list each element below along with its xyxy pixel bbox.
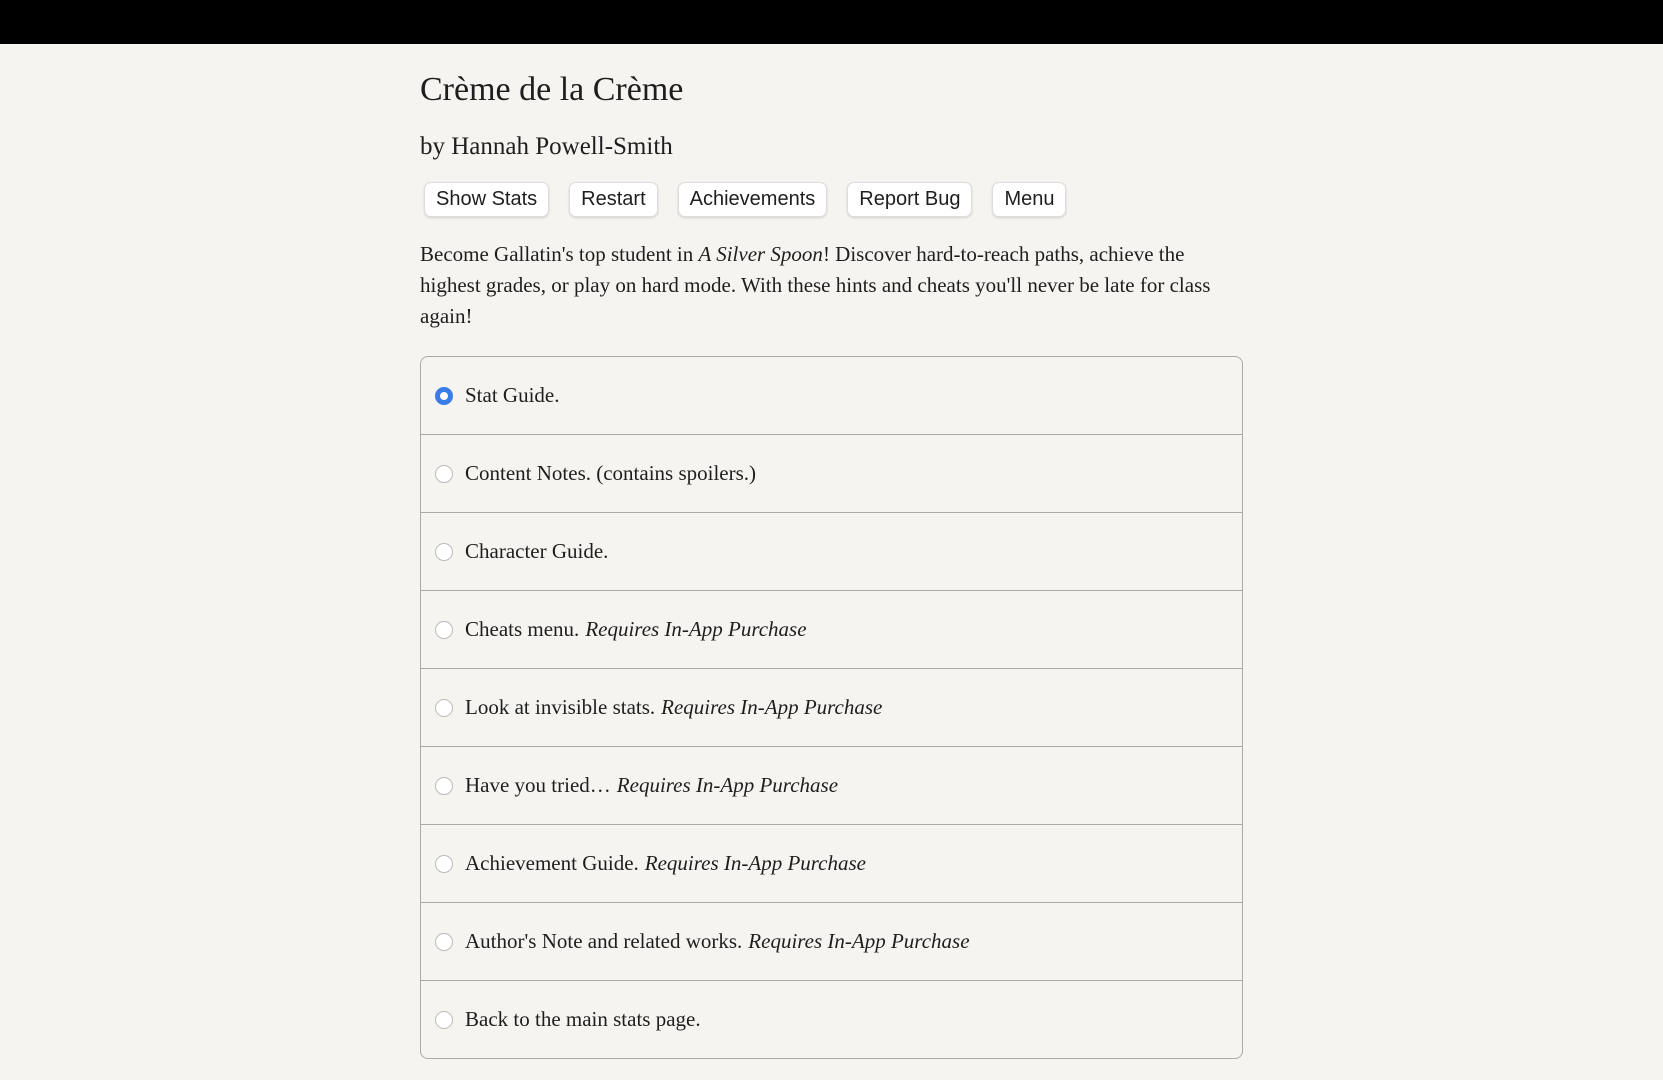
purchase-note: Requires In-App Purchase xyxy=(748,929,970,953)
radio-button[interactable] xyxy=(435,933,453,951)
purchase-note: Requires In-App Purchase xyxy=(661,695,883,719)
choice-option[interactable] xyxy=(421,512,1242,590)
restart-button[interactable]: Restart xyxy=(569,182,657,217)
game-title: Crème de la Crème xyxy=(420,71,684,108)
show-stats-button[interactable]: Show Stats xyxy=(424,182,549,217)
radio-button[interactable] xyxy=(435,387,453,405)
choice-label: Have you tried… xyxy=(465,773,611,797)
choice-label: Content Notes. (contains spoilers.) xyxy=(465,461,757,485)
radio-button[interactable] xyxy=(435,1011,453,1029)
radio-button[interactable] xyxy=(435,699,453,717)
radio-button[interactable] xyxy=(435,543,453,561)
intro-book-title: A Silver Spoon xyxy=(698,242,823,266)
purchase-note: Requires In-App Purchase xyxy=(585,617,807,641)
choice-option[interactable] xyxy=(421,980,1242,1058)
choice-list xyxy=(420,356,1243,1059)
choice-label: Character Guide. xyxy=(465,539,609,563)
choice-option[interactable] xyxy=(421,824,1242,902)
choice-option[interactable] xyxy=(421,746,1242,824)
choice-label: Author's Note and related works. xyxy=(465,929,743,953)
intro-text-start: Become Gallatin's top student in xyxy=(420,242,699,266)
choice-label: Achievement Guide. xyxy=(465,851,639,875)
choice-option[interactable] xyxy=(421,668,1242,746)
radio-button[interactable] xyxy=(435,777,453,795)
radio-button[interactable] xyxy=(435,465,453,483)
report-bug-button[interactable]: Report Bug xyxy=(847,182,972,217)
purchase-note: Requires In-App Purchase xyxy=(616,773,839,797)
achievements-button[interactable]: Achievements xyxy=(678,182,828,217)
choice-option[interactable] xyxy=(421,590,1242,668)
choice-label: Look at invisible stats. xyxy=(465,695,656,719)
intro-text-end: ! Discover hard-to-reach paths, achieve the highest grades, or play on hard mode. With these hints and cheats you'll never be late for class again! xyxy=(420,242,1211,328)
game-content xyxy=(420,68,1243,1059)
radio-button[interactable] xyxy=(435,855,453,873)
choice-option[interactable] xyxy=(421,902,1242,980)
choice-label: Stat Guide. xyxy=(465,383,560,407)
purchase-note: Requires In-App Purchase xyxy=(644,851,866,875)
top-bar xyxy=(0,0,1663,44)
choice-option[interactable] xyxy=(421,434,1242,512)
choice-label: Back to the main stats page. xyxy=(465,1007,701,1031)
author-byline: by Hannah Powell-Smith xyxy=(420,133,673,160)
toolbar xyxy=(424,182,1243,217)
choice-label: Cheats menu. xyxy=(465,617,580,641)
intro-text xyxy=(420,239,1243,332)
menu-button[interactable]: Menu xyxy=(992,182,1066,217)
choice-option[interactable] xyxy=(421,357,1242,434)
radio-button[interactable] xyxy=(435,621,453,639)
